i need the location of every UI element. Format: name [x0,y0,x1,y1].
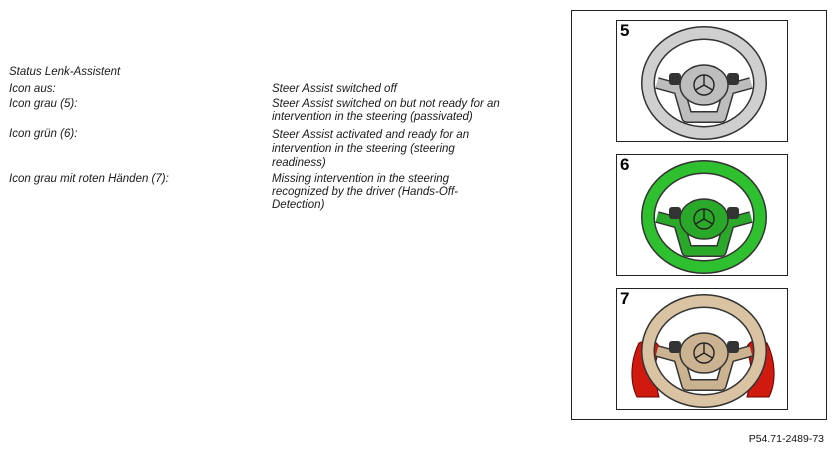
panel-6 [616,154,788,276]
figure-reference: P54.71-2489-73 [748,433,824,445]
row-label-icon-grey: Icon grau (5): [9,98,78,110]
panel-number: 6 [620,155,630,174]
steering-wheel-grey-icon [617,21,787,141]
row-label-icon-grey-red-hands: Icon grau mit roten Händen (7): [9,173,169,185]
row-desc-icon-grey: Steer Assist switched on but not ready for an intervention in the steering (passivated) [272,98,500,123]
panel-7 [616,288,788,410]
row-desc-icon-green: Steer Assist activated and ready for an intervention in the steering (steering readiness) [272,129,470,169]
panel-number: 7 [620,289,630,308]
row-label-icon-off: Icon aus: [9,83,56,95]
steering-wheel-hands-off-icon [617,289,787,409]
panel-number: 5 [620,21,630,40]
panel-5 [616,20,788,142]
row-desc-icon-grey-red-hands: Missing intervention in the steering recognized by the driver (Hands-Off-Detection) [272,173,458,211]
section-title: Status Lenk-Assistent [9,66,121,78]
steering-wheel-green-icon [617,155,787,275]
steering-status-figure [571,10,827,420]
row-label-icon-green: Icon grün (6): [9,128,78,140]
row-desc-icon-off: Steer Assist switched off [272,83,397,95]
